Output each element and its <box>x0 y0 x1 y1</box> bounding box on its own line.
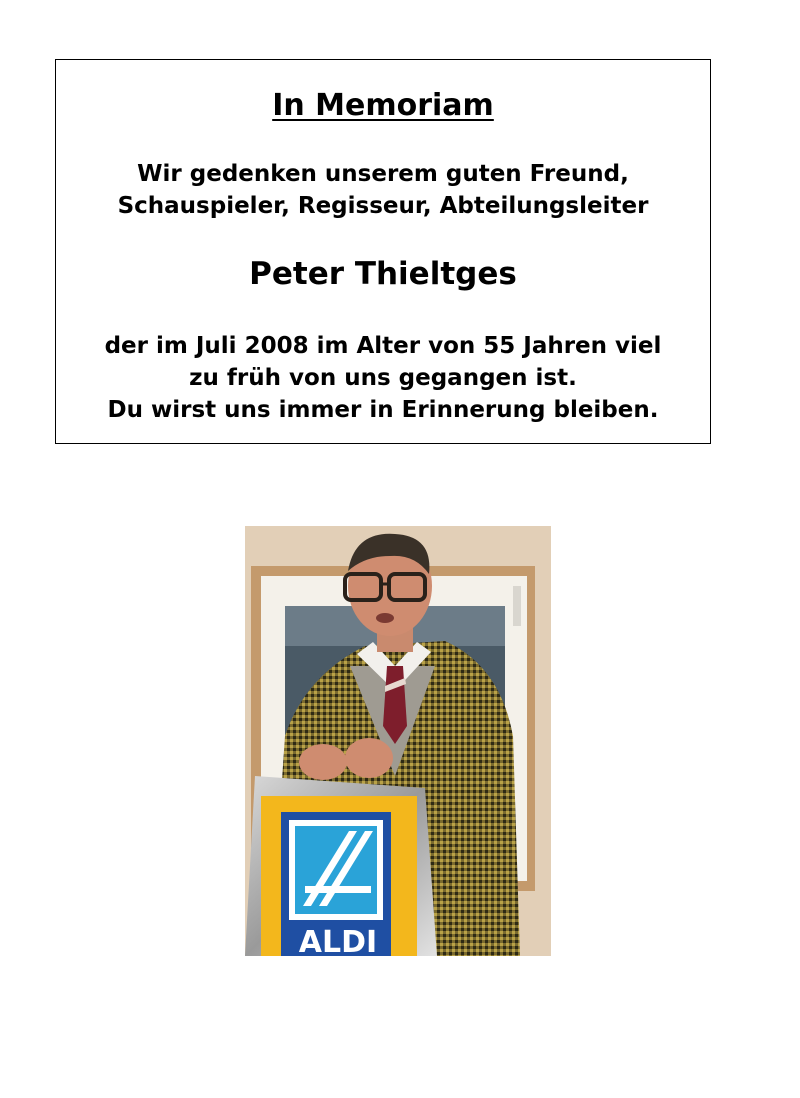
deceased-name: Peter Thieltges <box>249 256 517 292</box>
intro-line: Schauspieler, Regisseur, Abteilungsleiter <box>117 193 649 219</box>
bag-logo-bar <box>305 886 371 893</box>
portrait-illustration <box>245 526 551 956</box>
left-hand <box>299 744 347 780</box>
memorial-frame <box>55 59 711 444</box>
closing-line: zu früh von uns gegangen ist. <box>189 365 577 391</box>
portrait-photo <box>245 526 551 956</box>
window-handle <box>513 586 521 626</box>
right-hand <box>345 738 393 778</box>
mouth <box>376 613 394 623</box>
closing-line: Du wirst uns immer in Erinnerung bleiben. <box>107 397 659 423</box>
intro-line: Wir gedenken unserem guten Freund, <box>137 161 629 187</box>
memorial-title: In Memoriam <box>272 88 494 123</box>
memorial-intro <box>56 158 710 222</box>
bag-logo-text: ALDI <box>298 925 378 956</box>
memorial-closing <box>56 330 710 426</box>
closing-line: der im Juli 2008 im Alter von 55 Jahren viel <box>104 333 662 359</box>
